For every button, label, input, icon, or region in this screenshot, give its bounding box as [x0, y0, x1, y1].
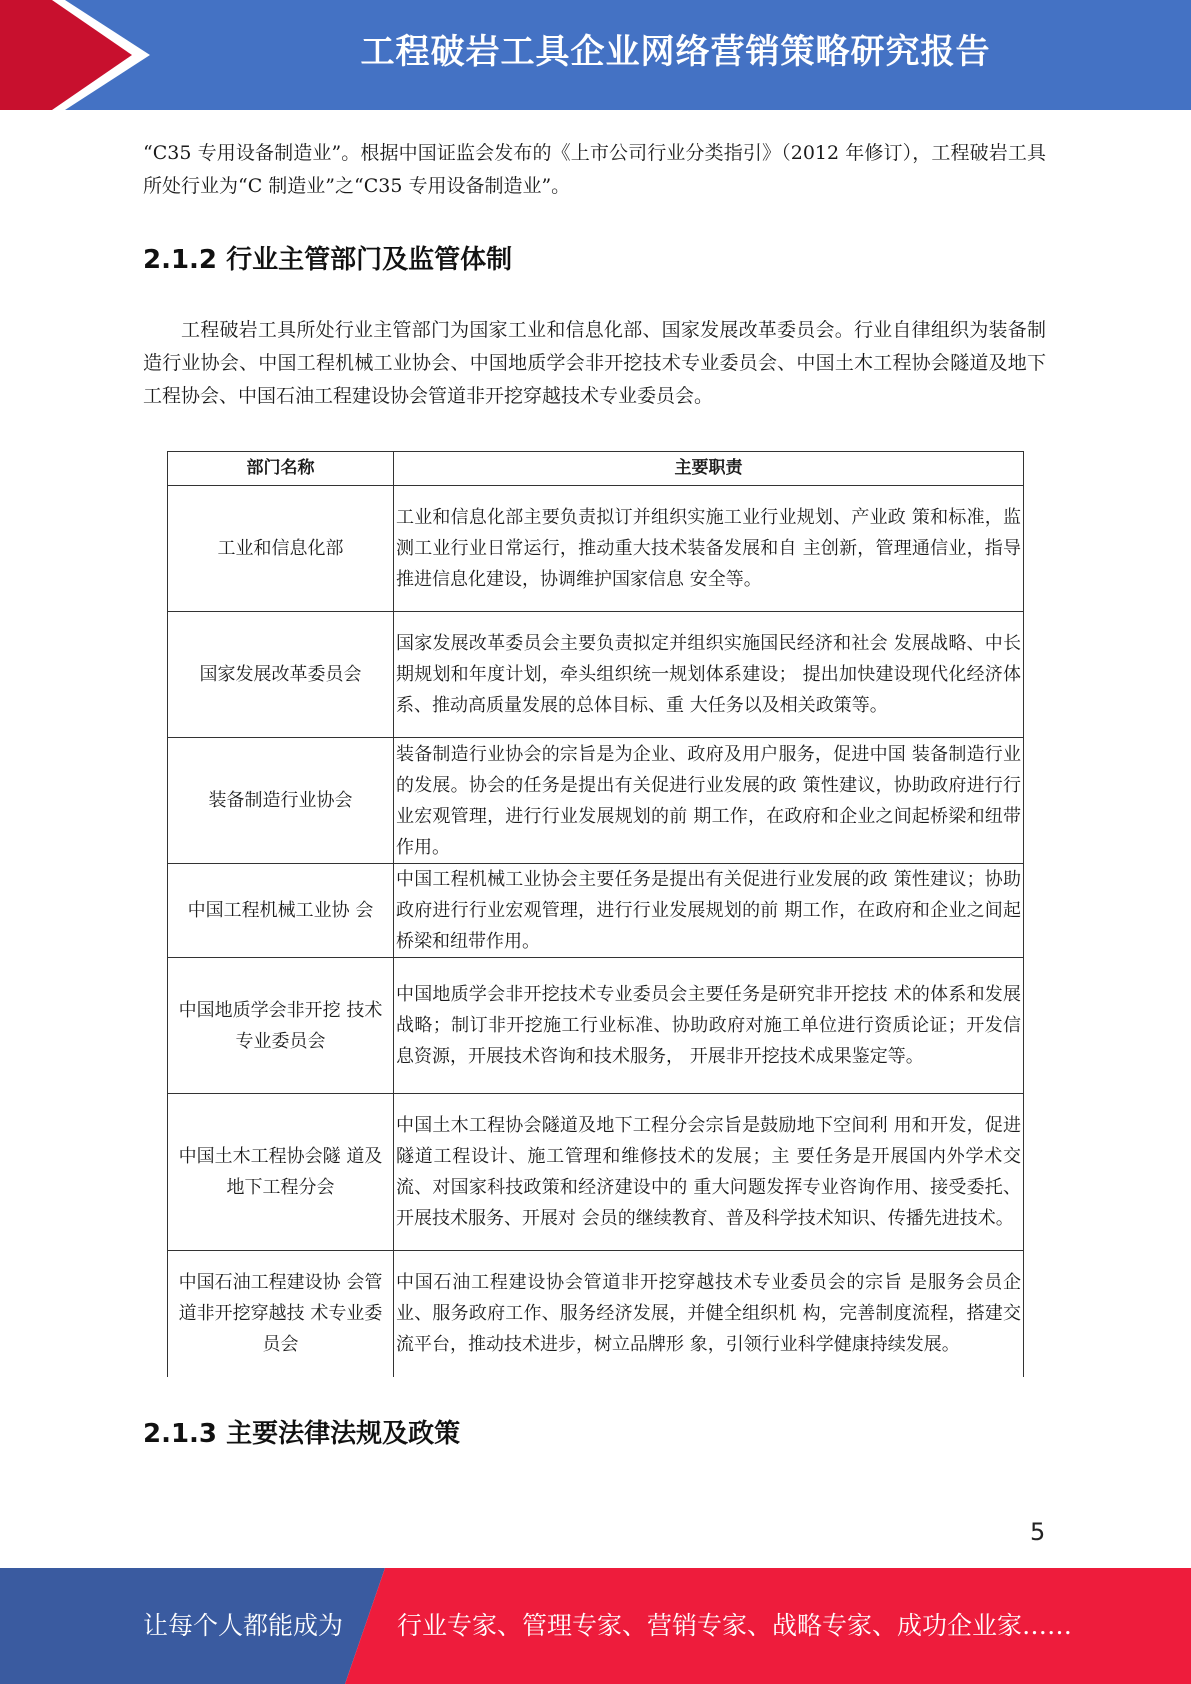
department-duty: 中国石油工程建设协会管道非开挖穿越技术专业委员会的宗旨 是服务会员企业、服务政府工作、服务经济发展，并健全组织机 构，完善制度流程，搭建交流平台，推动技术进步，树立品牌形 象，引领行业科学健康持续发展。 — [394, 1251, 1024, 1377]
department-name: 中国工程机械工业协 会 — [168, 864, 394, 958]
table-row — [168, 958, 1024, 1094]
footer-slogan-right: 行业专家、管理专家、营销专家、战略专家、成功企业家…… — [397, 1611, 1073, 1640]
department-duty: 中国土木工程协会隧道及地下工程分会宗旨是鼓励地下空间利 用和开发，促进隧道工程设计、施工管理和维修技术的发展；主 要任务是开展国内外学术交流、对国家科技政策和经济建设中的 重大问题发挥专业咨询作用、接受委托、开展技术服务、开展对 会员的继续教育、普及科学技术知识、传播先进技术。 — [394, 1094, 1024, 1251]
table-row — [168, 486, 1024, 612]
department-name: 中国地质学会非开挖 技术专业委员会 — [168, 958, 394, 1094]
footer-slogan-left: 让每个人都能成为 — [143, 1611, 344, 1640]
report-title: 工程破岩工具企业网络营销策略研究报告 — [360, 32, 991, 72]
section-heading-2-1-3: 2.1.3 主要法律法规及政策 — [143, 1419, 461, 1449]
department-table — [167, 451, 1024, 1377]
section-2-1-2-paragraph: 工程破岩工具所处行业主管部门为国家工业和信息化部、国家发展改革委员会。行业自律组织为装备制造行业协会、中国工程机械工业协会、中国地质学会非开挖技术专业委员会、中国土木工程协会隧道及地下工程协会、中国石油工程建设协会管道非开挖穿越技术专业委员会。 — [143, 319, 1046, 407]
footer-banner — [0, 1568, 1191, 1684]
page-number: 5 — [1030, 1518, 1046, 1546]
table-header-row — [168, 452, 1024, 486]
department-duty: 中国工程机械工业协会主要任务是提出有关促进行业发展的政 策性建议；协助政府进行行业宏观管理，进行行业发展规划的前 期工作，在政府和企业之间起桥梁和纽带作用。 — [394, 864, 1024, 958]
table-row — [168, 612, 1024, 738]
table-row — [168, 864, 1024, 958]
column-header-duty: 主要职责 — [394, 452, 1024, 486]
department-duty: 装备制造行业协会的宗旨是为企业、政府及用户服务，促进中国 装备制造行业的发展。协会的任务是提出有关促进行业发展的政 策性建议，协助政府进行行业宏观管理，进行行业发展规划的前 期工作，在政府和企业之间起桥梁和纽带作用。 — [394, 738, 1024, 864]
intro-paragraph: “C35 专用设备制造业”。根据中国证监会发布的《上市公司行业分类指引》（2012 年修订），工程破岩工具所处行业为“C 制造业”之“C35 专用设备制造业”。 — [143, 142, 1046, 197]
table-row — [168, 1251, 1024, 1377]
department-duty: 国家发展改革委员会主要负责拟定并组织实施国民经济和社会 发展战略、中长期规划和年度计划，牵头组织统一规划体系建设； 提出加快建设现代化经济体系、推动高质量发展的总体目标、重 大任务以及相关政策等。 — [394, 612, 1024, 738]
department-name: 国家发展改革委员会 — [168, 612, 394, 738]
department-duty: 工业和信息化部主要负责拟订并组织实施工业行业规划、产业政 策和标准，监测工业行业日常运行，推动重大技术装备发展和自 主创新，管理通信业，指导推进信息化建设，协调维护国家信息 安全等。 — [394, 486, 1024, 612]
table-row — [168, 1094, 1024, 1251]
department-duty: 中国地质学会非开挖技术专业委员会主要任务是研究非开挖技 术的体系和发展战略；制订非开挖施工行业标准、协助政府对施工单位进行资质论证；开发信息资源，开展技术咨询和技术服务， 开展非开挖技术成果鉴定等。 — [394, 958, 1024, 1094]
header-banner — [0, 0, 1191, 110]
section-heading-2-1-2: 2.1.2 行业主管部门及监管体制 — [143, 245, 513, 275]
department-name: 中国石油工程建设协 会管道非开挖穿越技 术专业委员会 — [168, 1251, 394, 1377]
column-header-department: 部门名称 — [168, 452, 394, 486]
department-name: 工业和信息化部 — [168, 486, 394, 612]
department-name: 装备制造行业协会 — [168, 738, 394, 864]
department-name: 中国土木工程协会隧 道及地下工程分会 — [168, 1094, 394, 1251]
table-row — [168, 738, 1024, 864]
